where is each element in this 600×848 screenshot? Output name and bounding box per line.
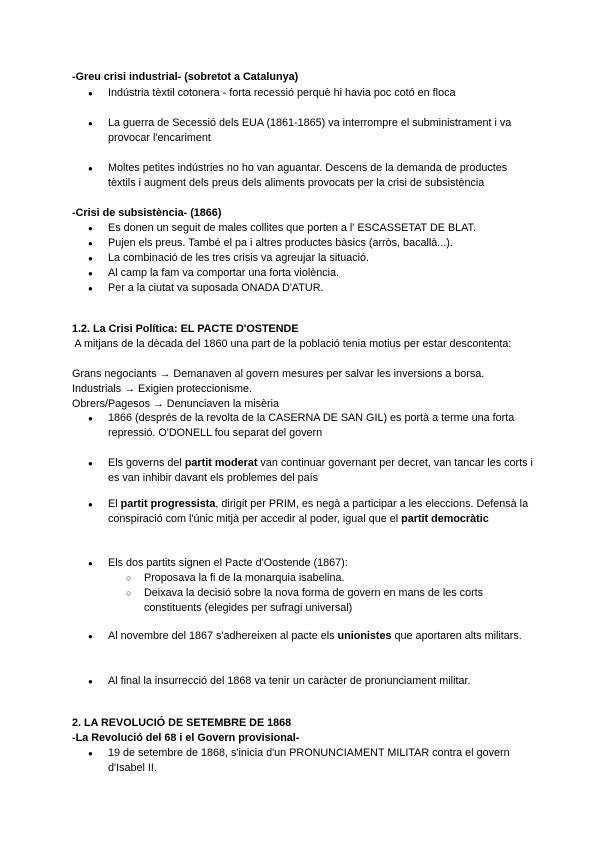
- text: van continuar governant per decret, van tancar les corts i es van inhibir davant els problemes del país: [108, 457, 533, 484]
- heading-crisi-subsistencia: -Crisi de subsistència- (1866): [72, 207, 222, 219]
- list-item: ● Els dos partits signen el Pacte d'Oostende (1867):: [108, 556, 536, 571]
- heading-crisi-industrial: -Greu crisi industrial- (sobretot a Catalunya): [72, 71, 299, 83]
- list-item: ● Pujen els preus. També el pa i altres productes bàsics (arròs, bacallà...).: [108, 236, 536, 251]
- subheading-govern-provisional: -La Revolució del 68 i el Govern provisional-: [72, 732, 300, 744]
- list-item: ● Al camp la fam va comportar una forta violència.: [108, 266, 536, 281]
- bold-text: partit moderat: [184, 457, 258, 469]
- list-item: [108, 497, 536, 527]
- group-line: Obrers/Pagesos → Denunciaven la misèria: [72, 398, 280, 410]
- text: que aportaren alts militars.: [391, 630, 522, 642]
- text: , dirigit per PRIM, es negà a participar a les eleccions. Defensà la conspiració com l'únic mitjà per accedir al poder, igual que el: [108, 498, 529, 525]
- sub-list-item: ○ Proposava la fi de la monarquia isabelina.: [144, 571, 540, 586]
- heading-crisi-politica: 1.2. La Crisi Política: EL PACTE D'OSTENDE: [72, 323, 299, 335]
- heading-revolucio: 2. LA REVOLUCIÓ DE SETEMBRE DE 1868: [72, 717, 292, 729]
- bold-text: partit progressista: [120, 498, 216, 510]
- bold-text: unionistes: [337, 630, 392, 642]
- text: Al novembre del 1867 s'adhereixen al pacte els: [108, 630, 338, 642]
- list-item: ● Per a la ciutat va suposada ONADA D'ATUR.: [108, 281, 536, 296]
- group-line: Industrials → Exigien proteccionisme.: [72, 383, 253, 395]
- text: El: [108, 498, 121, 510]
- bold-text: partit democràtic: [401, 513, 489, 525]
- list-item: ● La guerra de Secessió dels EUA (1861-1865) va interrompre el subministrament i va provocar l'encariment: [108, 116, 536, 146]
- sub-list-item: ○ Deixava la decisió sobre la nova forma de govern en mans de les corts constituents (elegides per sufragi universal): [144, 586, 540, 616]
- list-item: ● 1866 (després de la revolta de la CASERNA DE SAN GIL) es portà a terme una forta repressió. O'DONELL fou separat del govern: [108, 411, 536, 441]
- list-item: ● 19 de setembre de 1868, s'inicia d'un PRONUNCIAMENT MILITAR contra el govern d'Isabel II.: [108, 746, 536, 776]
- list-item: ● Moltes petites indústries no ho van aguantar. Descens de la demanda de productes tèxtils i augment dels preus dels aliments provocats per la crisi de subsistència: [108, 161, 536, 191]
- group-line: Grans negociants → Demanaven al govern mesures per salvar les inversions a borsa.: [72, 368, 485, 380]
- list-item: ● La combinació de les tres crisis va agreujar la situació.: [108, 251, 536, 266]
- list-item: ● Indústria tèxtil cotonera - forta recessió perquè hi havia poc cotó en floca: [108, 86, 536, 101]
- text: Els governs del: [108, 457, 185, 469]
- list-item: ● Es donen un seguit de males collites que porten a l' ESCASSETAT DE BLAT.: [108, 221, 536, 236]
- list-item: ● Al final la insurrecció del 1868 va tenir un caràcter de pronunciament militar.: [108, 674, 536, 689]
- list-item: [108, 456, 536, 486]
- intro-paragraph: A mitjans de la dècada del 1860 una part de la població tenia motius per estar descontenta:: [72, 338, 512, 350]
- list-item: [108, 629, 536, 644]
